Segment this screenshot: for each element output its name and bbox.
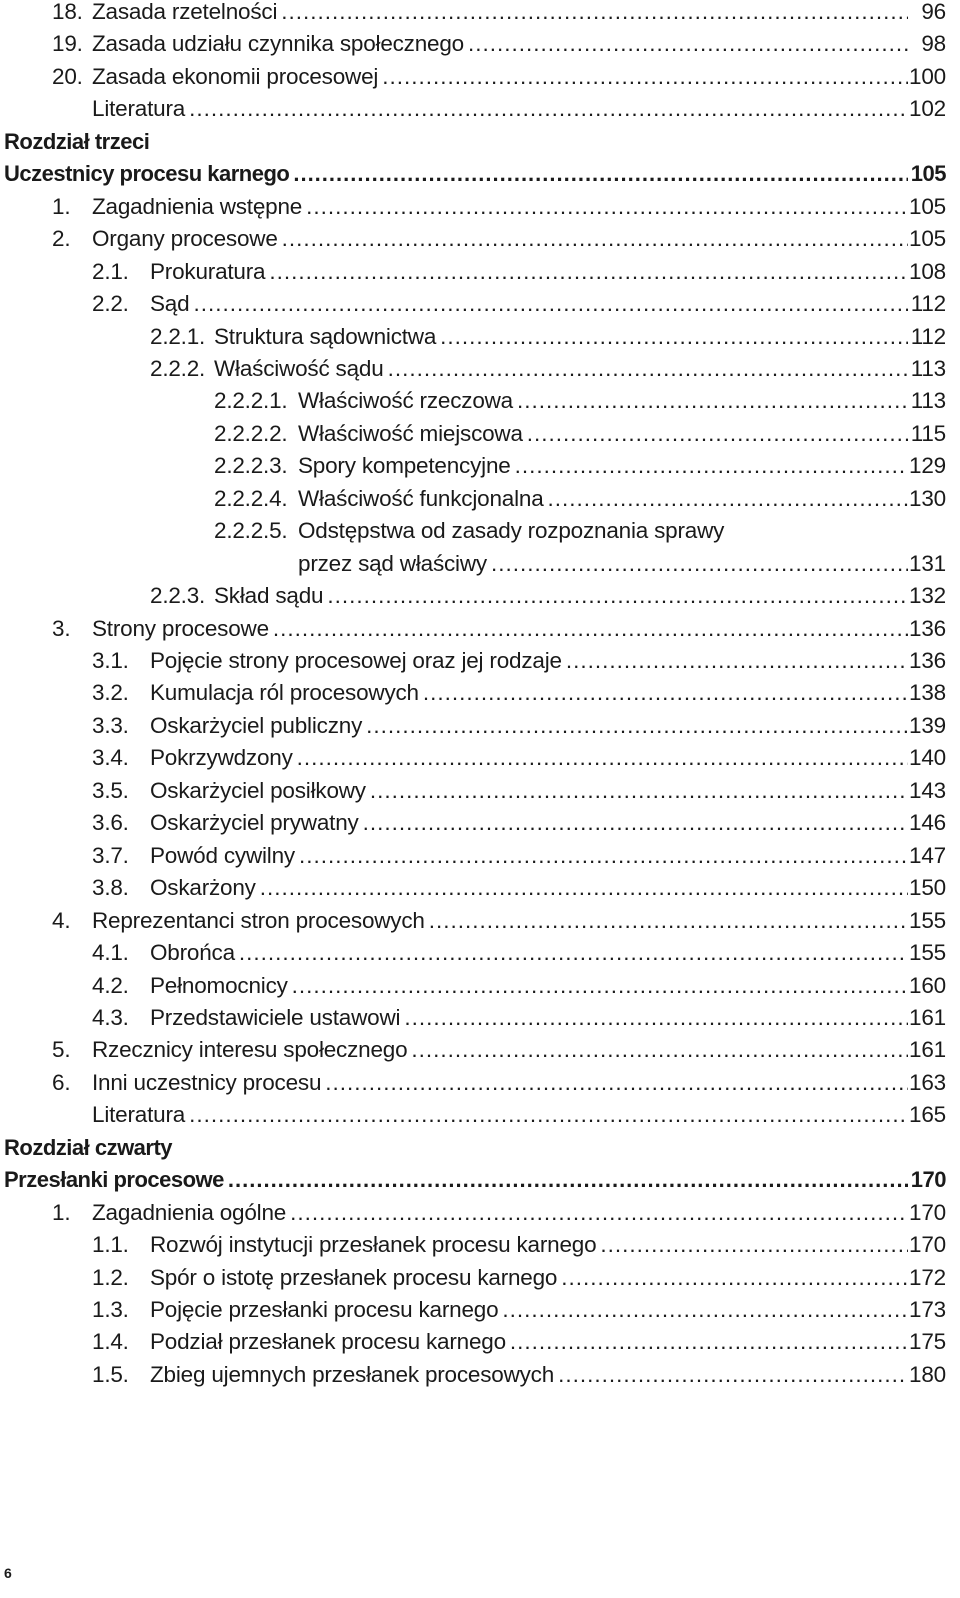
toc-entry-number: 1.3. xyxy=(92,1297,129,1322)
dot-leader xyxy=(429,905,908,937)
toc-entry-number: 4.2. xyxy=(92,972,129,998)
toc-entry xyxy=(0,1294,960,1326)
toc-entry-title: Rozdział trzeci xyxy=(4,128,150,154)
toc-entry xyxy=(0,937,960,969)
toc-entry-line xyxy=(150,807,912,839)
toc-entry-number: 3.5. xyxy=(92,777,129,803)
toc-entry-title: Oskarżony xyxy=(150,875,256,901)
toc-entry xyxy=(0,580,960,612)
toc-entry xyxy=(0,548,960,580)
toc-entry xyxy=(0,970,960,1002)
dot-leader xyxy=(370,775,908,807)
toc-chapter-heading xyxy=(0,1132,960,1164)
toc-entry-number: 1. xyxy=(52,193,71,219)
toc-entry-number: 3.7. xyxy=(92,842,129,868)
toc-chapter-heading xyxy=(0,126,960,158)
toc-entry xyxy=(0,450,960,482)
dot-leader xyxy=(193,288,908,320)
toc-entry-line xyxy=(92,613,912,645)
toc-entry xyxy=(0,256,960,288)
toc-entry xyxy=(0,840,960,872)
dot-leader xyxy=(600,1229,908,1261)
dot-leader xyxy=(269,256,908,288)
toc-entry xyxy=(0,385,960,417)
toc-entry-title: Prokuratura xyxy=(150,258,266,284)
toc-entry-page: 132 xyxy=(909,583,946,609)
dot-leader xyxy=(189,93,908,125)
toc-entry-line xyxy=(92,0,912,28)
toc-entry-title: Pełnomocnicy xyxy=(150,972,288,998)
toc-entry-title: Kumulacja ról procesowych xyxy=(150,680,419,706)
toc-entry-number: 2.2.3. xyxy=(150,583,206,609)
toc-entry-page: 138 xyxy=(909,680,946,706)
dot-leader xyxy=(189,1099,908,1131)
toc-entry-page: 136 xyxy=(909,648,946,673)
dot-leader xyxy=(510,1326,908,1358)
dot-leader xyxy=(260,872,908,904)
toc-entry-title: Odstępstwa od zasady rozpoznania sprawy xyxy=(298,518,725,544)
toc-entry-title: Rzecznicy interesu społecznego xyxy=(92,1037,408,1063)
toc-entry xyxy=(0,0,960,28)
dot-leader xyxy=(404,1002,908,1034)
toc-entry-number: 4.1. xyxy=(92,940,129,966)
toc-entry-number: 2.2. xyxy=(92,291,129,317)
toc-entry-line xyxy=(150,1359,912,1391)
page-number: 6 xyxy=(4,1565,12,1581)
toc-entry xyxy=(0,613,960,645)
toc-entry-title: Obrońca xyxy=(150,940,235,966)
toc-entry-number: 3.8. xyxy=(92,875,129,901)
toc-entry-page: 146 xyxy=(909,810,946,836)
toc-entry-title: Zagadnienia wstępne xyxy=(92,193,303,219)
toc-entry-title: Zasada udziału czynnika społecznego xyxy=(92,31,464,57)
toc-entry-page: 170 xyxy=(909,1232,946,1258)
toc-entry-line xyxy=(150,742,912,774)
dot-leader xyxy=(388,353,908,385)
toc-entry-line xyxy=(150,1002,912,1034)
toc-entry-title: Literatura xyxy=(92,1102,186,1128)
toc-entry-number: 2.2.2.5. xyxy=(214,518,288,544)
toc-entry xyxy=(0,61,960,93)
toc-entry-line xyxy=(4,158,912,190)
toc-entry-line xyxy=(92,191,912,223)
toc-entry-number: 18. xyxy=(52,0,83,24)
toc-entry-title: Oskarżyciel posiłkowy xyxy=(150,777,366,803)
dot-leader xyxy=(327,580,908,612)
toc-entry-title: Struktura sądownictwa xyxy=(214,323,437,349)
toc-entry-line xyxy=(92,1197,912,1229)
dot-leader xyxy=(293,158,908,190)
toc-entry-title: Rozwój instytucji przesłanek procesu karnego xyxy=(150,1232,597,1258)
toc-entry-line xyxy=(4,1164,912,1196)
toc-entry xyxy=(0,288,960,320)
toc-entry-line xyxy=(92,905,912,937)
toc-entry-title: Sąd xyxy=(150,291,190,317)
toc-entry-line xyxy=(92,1099,912,1131)
dot-leader xyxy=(566,645,908,677)
toc-entry-line xyxy=(150,256,912,288)
toc-entry-title: Właściwość rzeczowa xyxy=(298,388,513,414)
toc-entry-page: 170 xyxy=(910,1167,946,1193)
toc-entry-line xyxy=(4,1132,912,1164)
toc-entry-number: 1.1. xyxy=(92,1232,129,1258)
toc-entry-line xyxy=(150,710,912,742)
toc-entry-title: Oskarżyciel prywatny xyxy=(150,810,359,836)
toc-entry-page: 140 xyxy=(909,745,946,771)
toc-entry xyxy=(0,483,960,515)
toc-chapter-heading xyxy=(0,158,960,190)
toc-entry-page: 98 xyxy=(921,31,946,57)
toc-entry-number: 3.6. xyxy=(92,810,129,836)
toc-entry-title: Organy procesowe xyxy=(92,226,278,252)
toc-entry-title: Zasada rzetelności xyxy=(92,0,278,24)
toc-entry-line xyxy=(214,580,912,612)
toc-entry-title: Pojęcie strony procesowej oraz jej rodzaje xyxy=(150,648,562,673)
toc-entry-number: 3. xyxy=(52,615,71,641)
toc-entry-line xyxy=(4,126,912,158)
toc-entry-line xyxy=(150,970,912,1002)
dot-leader xyxy=(297,742,908,774)
toc-entry-number: 1.2. xyxy=(92,1264,129,1290)
toc-entry-title: Uczestnicy procesu karnego xyxy=(4,161,290,187)
dot-leader xyxy=(548,483,908,515)
toc-entry-number: 6. xyxy=(52,1069,71,1095)
toc-entry xyxy=(0,1002,960,1034)
toc-entry xyxy=(0,1359,960,1391)
toc-entry-line xyxy=(150,1262,912,1294)
toc-entry-page: 139 xyxy=(909,712,946,738)
toc-entry xyxy=(0,677,960,709)
toc-entry xyxy=(0,1099,960,1131)
toc-entry-line xyxy=(150,677,912,709)
toc-entry-page: 100 xyxy=(909,63,946,89)
toc-entry-number: 3.4. xyxy=(92,745,129,771)
toc-entry-page: 170 xyxy=(909,1199,946,1225)
dot-leader xyxy=(468,28,908,60)
toc-entry-line xyxy=(150,288,912,320)
toc-entry-page: 115 xyxy=(910,420,946,446)
toc-entry-number: 1. xyxy=(52,1199,71,1225)
toc-entry-page: 173 xyxy=(909,1297,946,1322)
toc-entry xyxy=(0,321,960,353)
toc-entry-title: Rozdział czwarty xyxy=(4,1134,173,1160)
toc-entry-line xyxy=(150,840,912,872)
toc-entry-line xyxy=(298,548,912,580)
toc-entry-number: 3.1. xyxy=(92,648,129,673)
dot-leader xyxy=(239,937,908,969)
toc-chapter-heading xyxy=(0,1164,960,1196)
dot-leader xyxy=(363,807,908,839)
toc-entry-page: 96 xyxy=(921,0,946,24)
toc-entry xyxy=(0,353,960,385)
toc-entry-title: Zbieg ujemnych przesłanek procesowych xyxy=(150,1361,555,1387)
toc-entry-line xyxy=(150,1229,912,1261)
toc-entry-line xyxy=(150,937,912,969)
toc-entry-title: Powód cywilny xyxy=(150,842,295,868)
toc-entry xyxy=(0,1262,960,1294)
toc-entry-number: 1.4. xyxy=(92,1329,129,1355)
toc-entry-page: 143 xyxy=(909,777,946,803)
toc-entry-line xyxy=(298,450,912,482)
toc-entry-line xyxy=(92,223,912,255)
toc-entry-number: 2.1. xyxy=(92,258,129,284)
dot-leader xyxy=(411,1034,908,1066)
toc-entry-number: 3.3. xyxy=(92,712,129,738)
toc-entry-number: 3.2. xyxy=(92,680,129,706)
dot-leader xyxy=(561,1262,908,1294)
toc-entry xyxy=(0,1229,960,1261)
toc-entry-page: 161 xyxy=(909,1037,946,1063)
toc-entry-page: 172 xyxy=(909,1264,946,1290)
dot-leader xyxy=(527,418,908,450)
toc-entry-line xyxy=(298,483,912,515)
dot-leader xyxy=(440,321,908,353)
toc-entry-page: 163 xyxy=(909,1069,946,1095)
toc-entry-number: 19. xyxy=(52,31,83,57)
toc-entry-title: Oskarżyciel publiczny xyxy=(150,712,363,738)
toc-entry-page: 175 xyxy=(909,1329,946,1355)
toc-entry xyxy=(0,223,960,255)
toc-entry-title: Reprezentanci stron procesowych xyxy=(92,907,425,933)
toc-entry xyxy=(0,645,960,677)
dot-leader xyxy=(282,223,908,255)
toc-entry-number: 4.3. xyxy=(92,1004,129,1030)
toc-entry-page: 130 xyxy=(909,485,946,511)
toc-entry-title: Pokrzywdzony xyxy=(150,745,293,771)
toc-entry xyxy=(0,1197,960,1229)
toc-entry-title: Literatura xyxy=(92,96,186,122)
toc-entry-page: 161 xyxy=(909,1004,946,1030)
toc-entry-number: 2.2.2.4. xyxy=(214,485,288,511)
toc-entry-number: 2.2.2.3. xyxy=(214,453,288,479)
toc-entry-title: Spór o istotę przesłanek procesu karnego xyxy=(150,1264,558,1290)
toc-entry-title: Przedstawiciele ustawowi xyxy=(150,1004,401,1030)
dot-leader xyxy=(558,1359,908,1391)
toc-entry xyxy=(0,775,960,807)
toc-entry-line xyxy=(150,1294,912,1326)
toc-entry-title: Podział przesłanek procesu karnego xyxy=(150,1329,506,1355)
toc-entry xyxy=(0,710,960,742)
toc-entry-line xyxy=(92,61,912,93)
toc-entry-page: 108 xyxy=(909,258,946,284)
toc-entry-title: Przesłanki procesowe xyxy=(4,1167,224,1193)
toc-entry-number: 2.2.2. xyxy=(150,355,206,381)
toc-entry-page: 160 xyxy=(909,972,946,998)
toc-entry-page: 105 xyxy=(910,161,946,187)
toc-entry xyxy=(0,191,960,223)
toc-entry-title: Spory kompetencyjne xyxy=(298,453,511,479)
toc-entry-number: 2. xyxy=(52,226,71,252)
toc-entry xyxy=(0,1326,960,1358)
toc-entry-title: Zagadnienia ogólne xyxy=(92,1199,287,1225)
toc-entry-page: 102 xyxy=(909,96,946,122)
dot-leader xyxy=(423,677,908,709)
toc-entry-number: 2.2.1. xyxy=(150,323,206,349)
toc-entry xyxy=(0,905,960,937)
toc-entry xyxy=(0,1034,960,1066)
toc-entry-page: 112 xyxy=(910,323,946,349)
dot-leader xyxy=(228,1164,908,1196)
toc-entry-line xyxy=(298,418,912,450)
toc-entry xyxy=(0,872,960,904)
toc-entry-title: przez sąd właściwy xyxy=(298,550,487,576)
toc-entry-line xyxy=(150,775,912,807)
toc-entry-page: 136 xyxy=(909,615,946,641)
toc-entry-title: Właściwość sądu xyxy=(214,355,384,381)
dot-leader xyxy=(515,450,908,482)
dot-leader xyxy=(290,1197,908,1229)
toc-entry-line xyxy=(92,1034,912,1066)
toc-entry-title: Właściwość miejscowa xyxy=(298,420,523,446)
toc-entry xyxy=(0,742,960,774)
toc-entry-title: Inni uczestnicy procesu xyxy=(92,1069,322,1095)
toc-entry xyxy=(0,515,960,547)
toc-entry-page: 105 xyxy=(909,193,946,219)
toc-entry xyxy=(0,807,960,839)
toc-entry-number: 2.2.2.1. xyxy=(214,388,288,414)
toc-entry-page: 113 xyxy=(910,355,946,381)
toc-entry-page: 147 xyxy=(909,842,946,868)
toc-entry xyxy=(0,93,960,125)
toc-entry-page: 129 xyxy=(909,453,946,479)
toc-entry-line xyxy=(150,1326,912,1358)
toc-entry-number: 5. xyxy=(52,1037,71,1063)
dot-leader xyxy=(382,61,908,93)
toc-entry-title: Pojęcie przesłanki procesu karnego xyxy=(150,1297,499,1322)
toc-entry-title: Skład sądu xyxy=(214,583,324,609)
toc-entry-number: 20. xyxy=(52,63,83,89)
toc-entry-number: 2.2.2.2. xyxy=(214,420,288,446)
toc-entry xyxy=(0,1067,960,1099)
toc-entry-title: Właściwość funkcjonalna xyxy=(298,485,544,511)
dot-leader xyxy=(502,1294,908,1326)
toc-entry-number: 4. xyxy=(52,907,71,933)
toc-entry-line xyxy=(150,645,912,677)
toc-entry-line xyxy=(92,1067,912,1099)
toc-entry-page: 180 xyxy=(909,1361,946,1387)
dot-leader xyxy=(491,548,908,580)
toc-entry-page: 155 xyxy=(909,940,946,966)
toc-entry-page: 105 xyxy=(909,226,946,252)
toc-entry-line xyxy=(150,872,912,904)
toc-entry-line xyxy=(214,353,912,385)
dot-leader xyxy=(517,385,908,417)
dot-leader xyxy=(273,613,908,645)
dot-leader xyxy=(366,710,908,742)
toc-entry-page: 112 xyxy=(910,291,946,317)
toc-entry-title: Zasada ekonomii procesowej xyxy=(92,63,379,89)
toc-entry-number: 1.5. xyxy=(92,1361,129,1387)
toc-entry-line xyxy=(92,28,912,60)
dot-leader xyxy=(292,970,908,1002)
toc-entry-title: Strony procesowe xyxy=(92,615,269,641)
dot-leader xyxy=(306,191,908,223)
toc-entry xyxy=(0,28,960,60)
toc-entry-page: 113 xyxy=(910,388,946,414)
toc-entry xyxy=(0,418,960,450)
toc-entry-line xyxy=(298,385,912,417)
toc-entry-page: 165 xyxy=(909,1102,946,1128)
toc-entry-line xyxy=(298,515,912,547)
toc-entry-line xyxy=(92,93,912,125)
dot-leader xyxy=(325,1067,908,1099)
toc-entry-page: 131 xyxy=(909,550,946,576)
dot-leader xyxy=(281,0,908,28)
dot-leader xyxy=(299,840,908,872)
toc-entry-page: 150 xyxy=(909,875,946,901)
toc-entry-line xyxy=(214,321,912,353)
toc-entry-page: 155 xyxy=(909,907,946,933)
